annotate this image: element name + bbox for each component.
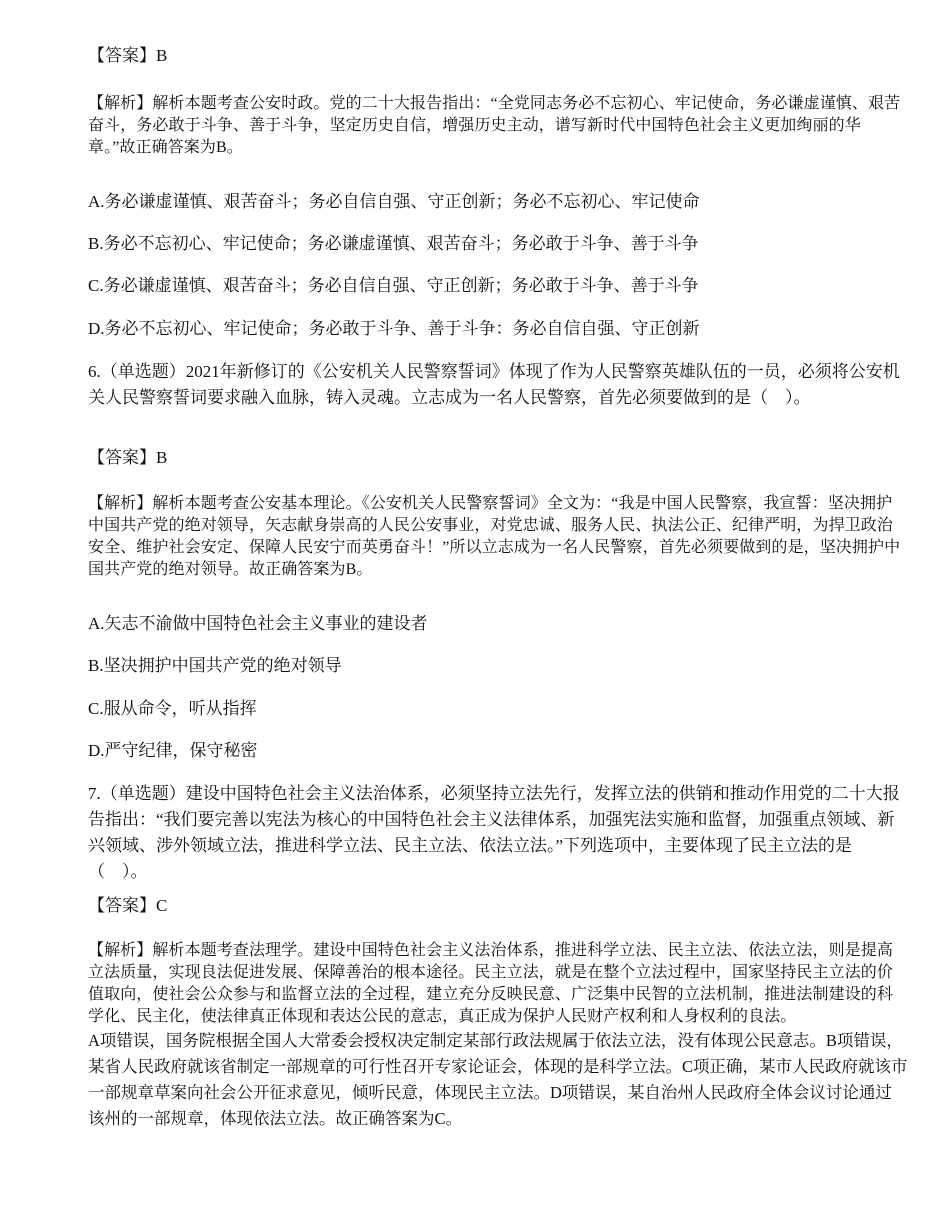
option-a: A.矢志不渝做中国特色社会主义事业的建设者 — [88, 614, 428, 633]
answer-label: 【答案】B — [88, 448, 168, 467]
explanation-text: 【解析】解析本题考查法理学。建设中国特色社会主义法治体系，推进科学立法、民主立法、依法立法，则是提高立法质量，实现良法促进发展、保障善治的根本途径。民主立法，就是在整个立法过程中，国家坚持民主立法的价值取向，使社会公众参与和监督立法的全过程，建立充分反映民意、广泛集中民智的立法机制，推进法制建设的科学化、民主化，使法律真正体现和表达公民的意志，真正成为保护人民财产权利和人身权利的良法。 — [88, 942, 894, 1025]
question-text: 6.（单选题）2021年新修订的《公安机关人民警察誓词》体现了作为人民警察英雄队伍的一员，必须将公安机关人民警察誓词要求融入血脉，铸入灵魂。立志成为一名人民警察，首先必须要做到的是（ ）。 — [88, 362, 900, 407]
option-b: B.坚决拥护中国共产党的绝对领导 — [88, 656, 342, 675]
option-c: C.服从命令，听从指挥 — [88, 699, 257, 718]
explanation-text: 【解析】解析本题考查公安时政。党的二十大报告指出：“全党同志务必不忘初心、牢记使命，务必谦虚谨慎、艰苦奋斗，务必敢于斗争、善于斗争，坚定历史自信，增强历史主动，谱写新时代中国特色社会主义更加绚丽的华章。”故正确答案为B。 — [88, 95, 901, 156]
explanation-text-continued: A项错误，国务院根据全国人大常委会授权决定制定某部行政法规属于依法立法，没有体现公民意志。B项错误，某省人民政府就该省制定一部规章的可行性召开专家论证会，体现的是科学立法。C项正确，某市人民政府就该市一部规章草案向社会公开征求意见，倾听民意，体现民主立法。D项错误，某自治州人民政府全体会议讨论通过该州的一部规章，体现依法立法。故正确答案为C。 — [88, 1031, 908, 1128]
option-d: D.严守纪律，保守秘密 — [88, 741, 258, 760]
answer-label: 【答案】C — [88, 896, 168, 915]
explanation-text: 【解析】解析本题考查公安基本理论。《公安机关人民警察誓词》全文为：“我是中国人民警察，我宣誓：坚决拥护中国共产党的绝对领导，矢志献身崇高的人民公安事业，对党忠诚、服务人民、执法公正、纪律严明，为捍卫政治安全、维护社会安定、保障人民安宁而英勇奋斗！”所以立志成为一名人民警察，首先必须要做到的是，坚决拥护中国共产党的绝对领导。故正确答案为B。 — [88, 495, 901, 578]
option-a: A.务必谦虚谨慎、艰苦奋斗；务必自信自强、守正创新；务必不忘初心、牢记使命 — [88, 192, 700, 211]
option-c: C.务必谦虚谨慎、艰苦奋斗；务必自信自强、守正创新；务必敢于斗争、善于斗争 — [88, 276, 699, 295]
option-d: D.务必不忘初心、牢记使命；务必敢于斗争、善于斗争：务必自信自强、守正创新 — [88, 319, 700, 338]
question-text: 7.（单选题）建设中国特色社会主义法治体系，必须坚持立法先行，发挥立法的供销和推动作用党的二十大报告指出：“我们要完善以宪法为核心的中国特色社会主义法律体系，加强宪法实施和监督，加强重点领域、新兴领域、涉外领域立法，推进科学立法、民主立法、依法立法。”下列选项中，主要体现了民主立法的是（ ）。 — [88, 784, 900, 881]
option-b: B.务必不忘初心、牢记使命；务必谦虚谨慎、艰苦奋斗；务必敢于斗争、善于斗争 — [88, 234, 699, 253]
answer-label: 【答案】B — [88, 46, 168, 65]
